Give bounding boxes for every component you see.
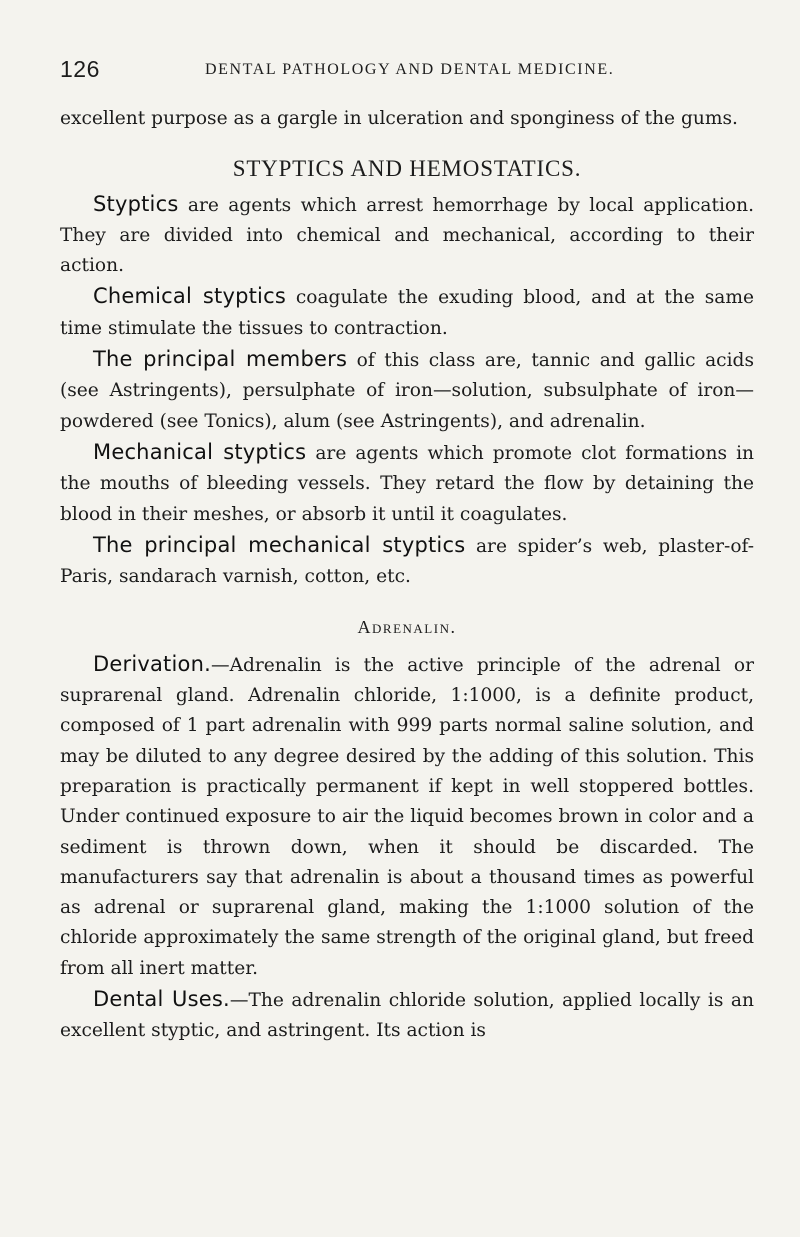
- paragraph-text: are spider’s web, plaster-of-Paris, sandarach varnish, cotton, etc.: [60, 535, 755, 588]
- paragraph-lead: Mechanical styptics: [93, 439, 307, 464]
- page-number: 126: [60, 56, 100, 82]
- paragraph-text: are agents which arrest hemorrhage by local application. They are divided into chemical and mechanical, according to their action.: [60, 194, 754, 277]
- paragraph-lead: Styptics: [93, 191, 179, 216]
- running-head: [60, 56, 740, 86]
- continuation-paragraph: excellent purpose as a gargle in ulceration and sponginess of the gums.: [60, 108, 738, 129]
- paragraph-text: of this class are, tannic and gallic acids (see Astringents), persulphate of iron—solution, subsulphate of iron—powdered (see Tonics), alum (see Astringents), and adrenalin.: [60, 350, 754, 432]
- paragraph-lead: The principal mechanical styptics: [93, 532, 466, 557]
- paragraph-styptics: [60, 189, 754, 282]
- paragraph-text: —Adrenalin is the active principle of the adrenal or suprarenal gland. Adrenalin chloride, 1:1000, is a definite product, composed of 1 part adrenalin with 999 parts normal saline solution, and may be diluted to any degree desired by the adding of this solution. This preparation is practically permanent if kept in well stoppered bottles. Under continued exposure to air the liquid becomes brown in color and a sediment is thrown down, when it should be discarded. The manufacturers say that adrenalin is about a thousand times as powerful as adrenal or suprarenal gland, making the 1:1000 solution of the chloride approximately the same strength of the original gland, but freed from all inert matter.: [60, 654, 754, 979]
- paragraph-mechanical-styptics: [60, 437, 754, 530]
- paragraph-lead: The principal members: [93, 347, 348, 372]
- paragraph-lead: Derivation.: [93, 651, 211, 676]
- paragraph-chemical-styptics: [60, 281, 754, 344]
- paragraph-lead: Dental Uses.: [93, 987, 230, 1012]
- paragraph-text: —The adrenalin chloride solution, applied locally is an excellent styptic, and astringent. Its action is: [60, 990, 754, 1042]
- paragraph-text: are agents which promote clot formations in the mouths of bleeding vessels. They retard the flow by detaining the blood in their meshes, or absorb it until it coagulates.: [60, 442, 754, 525]
- running-title: DENTAL PATHOLOGY AND DENTAL MEDICINE.: [205, 61, 615, 78]
- paragraph-principal-mechanical: [60, 530, 754, 593]
- subsection-heading: Adrenalin.: [357, 617, 457, 638]
- paragraph-lead: Chemical styptics: [93, 284, 286, 309]
- paragraph-text: coagulate the exuding blood, and at the same time stimulate the tissues to contraction.: [60, 287, 754, 339]
- paragraph-principal-members: [60, 344, 754, 437]
- page-body: [60, 104, 754, 1047]
- paragraph-dental-uses: [60, 984, 754, 1047]
- section-heading: STYPTICS AND HEMOSTATICS.: [232, 156, 582, 182]
- paragraph-derivation: [60, 649, 754, 984]
